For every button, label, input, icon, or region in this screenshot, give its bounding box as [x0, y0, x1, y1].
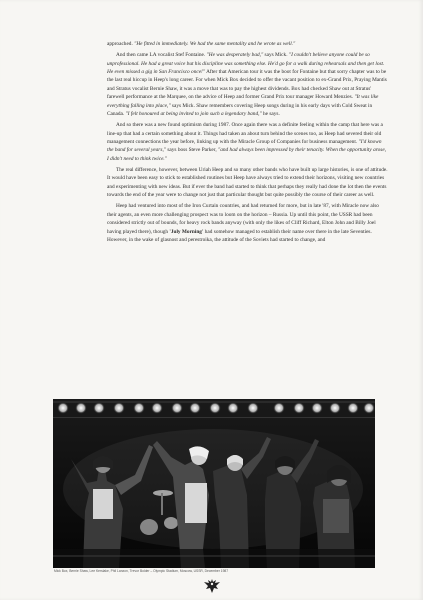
body-text: The real difference, however, between Uriah Heep and so many other bands who have built up large histories, is one of attitude. It would have been easy to stick to established routines but Heep have always tried to extend their horizons, visiting new countries and experimenting with new ideas. But if ever the band had started to think that perhaps they really had done the lot then the events towards the end of the year were to change not just that particular thought but quite possibly the course of their career as well. — [107, 167, 388, 199]
quote-text: "It was like everything falling into place," — [107, 94, 379, 109]
band-on-stage-image — [53, 399, 375, 568]
body-text: After that American tour it was the boot for Fontaine but that sorry chapter was to be the last real hiccup in Heep's long career. For when Mick Box decided to offer the vacant position to ex-Grand Prix, Praying Mantis and Stratus vocalist Bernie Shaw, it was a move that was to pay the highest dividends. Box had checked Shaw out at Stratus' farewell performance at the Marquee, on the advice of Heep and former Grand Prix tour manager Howard Menzies. — [107, 69, 387, 101]
body-text: says boss Steve Parker, — [166, 147, 219, 154]
quote-text: "and had always been impressed by their tenacity. When the opportunity arose, I didn't need to think twice." — [107, 147, 387, 162]
quote-text: "I'd known the band for several years," — [107, 138, 382, 154]
article-paragraph — [107, 121, 389, 163]
photo-caption: Mick Box, Bernie Shaw, Lee Kerslake, Phil Lanzon, Trevor Bolder – Olympic Stadium, Moscow, USSR, December 1987 — [54, 569, 229, 573]
article-paragraph — [107, 40, 389, 48]
quote-text: "I couldn't believe anyone could be so unprofessional. He had a great voice but his discipline was something else. He'd go for a walk during rehearsals and then get lost. He even missed a gig in San Francisco once!" — [107, 52, 385, 76]
quote-text: "He fitted in immediately. We had the same mentality and he wrote as well." — [134, 41, 296, 47]
body-text: Heep had ventured into most of the Iron Curtain countries, and had returned for more, but in late '87, with Miracle now also their agents, an even more challenging prospect was to loom on the horizon – Russia. Up until this point, the USSR had been considered strictly out of bounds, for heavy rock bands anyway (with only the likes of Cliff Richard, Elton John and Billy Joel having played there), though — [107, 203, 379, 235]
article-paragraph — [107, 51, 389, 118]
body-text: approached. — [107, 41, 135, 47]
article-body — [107, 40, 389, 247]
body-text: And so there was a new found optimism during 1987. Once again there was a definite feeling within the camp that here was a line-up that had a certain something about it. Things had taken an about turn behind the scenes too, as Heep had severed their old management connections the year before, linking up with the Miracle Group of Companies for business management. — [107, 122, 383, 145]
body-text: says Mick. — [263, 52, 289, 59]
body-text: he says. — [261, 110, 280, 117]
article-paragraph — [107, 202, 389, 244]
article-paragraph — [107, 166, 389, 199]
quote-text: "I felt honoured at being invited to join such a legendary band," — [125, 110, 262, 117]
winged-demon-icon — [203, 577, 221, 595]
concert-photo — [53, 399, 375, 568]
quote-text: "He was desperately bad," — [206, 52, 264, 59]
body-text: says Mick. Shaw remembers covering Heep songs during in his early days with Cold Sweat in Canada. — [107, 102, 373, 117]
body-text: had somehow managed to establish their name over there in the late Seventies. However, in the wake of glasnost and perestroika, the attitude of the Soviets had started to change, and — [107, 228, 372, 243]
body-text: And then came LA vocalist Stef Fontaine. — [116, 52, 207, 59]
song-title: 'July Morning' — [169, 228, 204, 235]
